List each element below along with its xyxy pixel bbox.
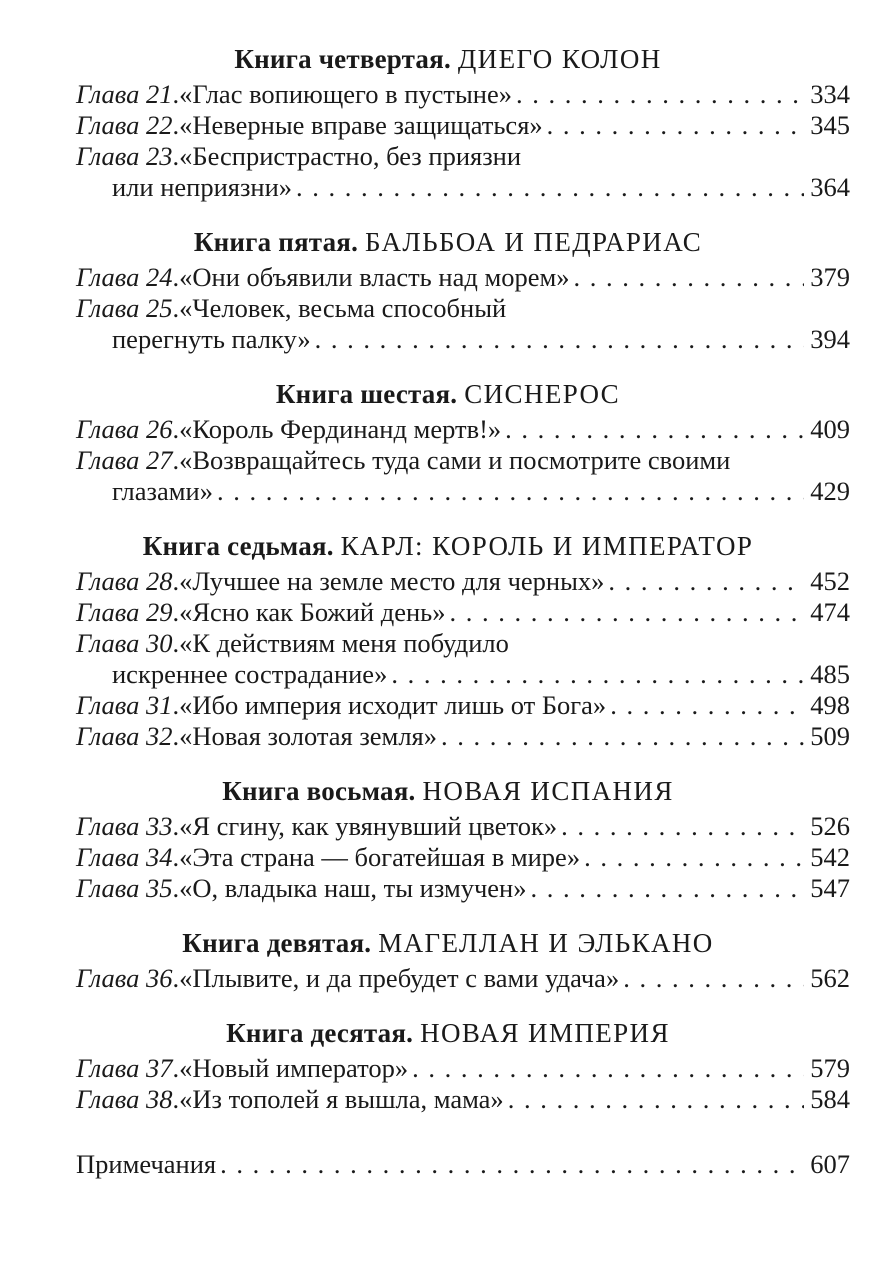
chapter-number: Глава 24 bbox=[76, 262, 173, 292]
page-number: 394 bbox=[810, 324, 850, 354]
dot-leader bbox=[296, 172, 804, 203]
chapter-title: «Я сгину, как увянувший цветок» bbox=[179, 811, 558, 841]
chapter-row: Глава 36 . «Плывите, и да пребудет с вами удача» . . . 562 bbox=[76, 963, 850, 994]
chapter-number: Глава 38 bbox=[76, 1084, 173, 1114]
chapter-list bbox=[76, 1053, 850, 1115]
dot-leader bbox=[574, 262, 805, 293]
book-label: Книга девятая. bbox=[182, 928, 372, 958]
chapter-row: Глава 35 . «О, владыка наш, ты измучен» . . . 547 bbox=[76, 873, 850, 904]
dot-leader bbox=[547, 110, 805, 141]
notes-row bbox=[76, 1149, 850, 1180]
chapter-entry[interactable] bbox=[76, 141, 850, 203]
book-heading bbox=[46, 926, 850, 960]
chapter-title: «К действиям меня побудило bbox=[179, 628, 509, 658]
chapter-title: «Новый император» bbox=[179, 1053, 409, 1083]
page-number: 498 bbox=[810, 690, 850, 720]
book-section bbox=[76, 225, 850, 355]
chapter-entry[interactable] bbox=[76, 963, 850, 994]
chapter-number: Глава 37 bbox=[76, 1053, 173, 1083]
book-heading bbox=[46, 42, 850, 76]
book-title: МАГЕЛЛАН И ЭЛЬКАНО bbox=[378, 928, 714, 958]
chapter-list bbox=[76, 963, 850, 994]
chapter-list bbox=[76, 414, 850, 507]
dot-leader bbox=[412, 1053, 804, 1084]
chapter-title: «Они объявили власть над морем» bbox=[179, 262, 570, 292]
dot-leader bbox=[449, 597, 804, 628]
notes-entry[interactable] bbox=[76, 1149, 850, 1180]
chapter-number: Глава 36 bbox=[76, 963, 173, 993]
chapter-continuation-row bbox=[76, 324, 850, 355]
book-label: Книга восьмая. bbox=[222, 776, 416, 806]
chapter-row: Глава 31 . «Ибо империя исходит лишь от Бога» . . . 498 bbox=[76, 690, 850, 721]
books-list bbox=[76, 42, 850, 1115]
chapter-entry[interactable] bbox=[76, 842, 850, 873]
chapter-entry[interactable] bbox=[76, 811, 850, 842]
chapter-entry[interactable] bbox=[76, 79, 850, 110]
chapter-number: Глава 30 bbox=[76, 628, 173, 658]
chapter-title: «Ибо империя исходит лишь от Бога» bbox=[179, 690, 607, 720]
chapter-list bbox=[76, 566, 850, 752]
chapter-number: Глава 32 bbox=[76, 721, 173, 751]
chapter-title: «Из тополей я вышла, мама» bbox=[179, 1084, 504, 1114]
page-number: 452 bbox=[810, 566, 850, 596]
dot-leader bbox=[610, 690, 804, 721]
chapter-number: Глава 34 bbox=[76, 842, 173, 872]
dot-leader bbox=[505, 414, 804, 445]
chapter-title: «Плывите, и да пребудет с вами удача» bbox=[179, 963, 620, 993]
chapter-number: Глава 25 bbox=[76, 293, 173, 323]
dot-leader bbox=[441, 721, 804, 752]
book-title: КАРЛ: КОРОЛЬ И ИМПЕРАТОР bbox=[340, 531, 754, 561]
book-label: Книга шестая. bbox=[275, 379, 458, 409]
page-number: 509 bbox=[810, 721, 850, 751]
chapter-number: Глава 26 bbox=[76, 414, 173, 444]
chapter-number: Глава 28 bbox=[76, 566, 173, 596]
chapter-title: «О, владыка наш, ты измучен» bbox=[179, 873, 527, 903]
book-heading bbox=[46, 1016, 850, 1050]
book-label: Книга пятая. bbox=[193, 227, 359, 257]
chapter-entry[interactable] bbox=[76, 566, 850, 597]
book-label: Книга седьмая. bbox=[142, 531, 334, 561]
chapter-row: Глава 32 . «Новая золотая земля» . . . 509 bbox=[76, 721, 850, 752]
chapter-title: «Беспристрастно, без приязни bbox=[179, 141, 522, 171]
book-label: Книга десятая. bbox=[226, 1018, 414, 1048]
dot-leader bbox=[561, 811, 804, 842]
page-number: 526 bbox=[810, 811, 850, 841]
chapter-row: Глава 28 . «Лучшее на земле место для черных» . . . 452 bbox=[76, 566, 850, 597]
chapter-title: глазами» bbox=[112, 476, 213, 506]
chapter-continuation-row bbox=[76, 476, 850, 507]
chapter-row: Глава 33 . «Я сгину, как увянувший цветок» . . . 526 bbox=[76, 811, 850, 842]
chapter-list bbox=[76, 262, 850, 355]
chapter-continuation-row bbox=[76, 659, 850, 690]
chapter-row: Глава 29 . «Ясно как Божий день» . . . 474 bbox=[76, 597, 850, 628]
chapter-title: «Глас вопиющего в пустыне» bbox=[179, 79, 512, 109]
chapter-entry[interactable] bbox=[76, 873, 850, 904]
chapter-title: «Ясно как Божий день» bbox=[179, 597, 446, 627]
chapter-title: «Новая золотая земля» bbox=[179, 721, 437, 751]
chapter-row: Глава 21 . «Глас вопиющего в пустыне» . . . 334 bbox=[76, 79, 850, 110]
chapter-row: Глава 23 . «Беспристрастно, без приязни bbox=[76, 141, 522, 171]
book-section bbox=[76, 377, 850, 507]
dot-leader bbox=[315, 324, 805, 355]
page-number: 409 bbox=[810, 414, 850, 444]
chapter-entry[interactable] bbox=[76, 445, 850, 507]
chapter-number: Глава 27 bbox=[76, 445, 173, 475]
chapter-title: «Король Фердинанд мертв!» bbox=[179, 414, 502, 444]
book-heading bbox=[46, 225, 850, 259]
chapter-number: Глава 31 bbox=[76, 690, 173, 720]
chapter-entry[interactable] bbox=[76, 628, 850, 690]
chapter-list bbox=[76, 79, 850, 203]
book-section bbox=[76, 1016, 850, 1115]
chapter-entry[interactable] bbox=[76, 597, 850, 628]
page-number: 429 bbox=[810, 476, 850, 506]
chapter-row: Глава 34 . «Эта страна — богатейшая в мире» . . . 542 bbox=[76, 842, 850, 873]
chapter-entry[interactable] bbox=[76, 293, 850, 355]
chapter-entry[interactable] bbox=[76, 1053, 850, 1084]
page-number: 485 bbox=[810, 659, 850, 689]
page-number: 379 bbox=[810, 262, 850, 292]
notes-label: Примечания bbox=[76, 1149, 217, 1179]
chapter-title: или неприязни» bbox=[112, 172, 293, 202]
book-title: НОВАЯ ИСПАНИЯ bbox=[422, 776, 674, 806]
chapter-row: Глава 26 . «Король Фердинанд мертв!» . . . 409 bbox=[76, 414, 850, 445]
chapter-title: перегнуть палку» bbox=[112, 324, 311, 354]
chapter-row: Глава 37 . «Новый император» . . . 579 bbox=[76, 1053, 850, 1084]
page-number: 607 bbox=[810, 1149, 850, 1179]
chapter-number: Глава 21 bbox=[76, 79, 173, 109]
book-heading bbox=[46, 529, 850, 563]
book-label: Книга четвертая. bbox=[234, 44, 451, 74]
page-number: 562 bbox=[810, 963, 850, 993]
book-title: СИСНЕРОС bbox=[464, 379, 621, 409]
chapter-title: «Эта страна — богатейшая в мире» bbox=[179, 842, 581, 872]
chapter-entry[interactable] bbox=[76, 1084, 850, 1115]
dot-leader bbox=[531, 873, 805, 904]
page-number: 474 bbox=[810, 597, 850, 627]
dot-leader bbox=[508, 1084, 805, 1115]
chapter-entry[interactable] bbox=[76, 262, 850, 293]
dot-leader bbox=[516, 79, 804, 110]
page-number: 547 bbox=[810, 873, 850, 903]
dot-leader bbox=[391, 659, 804, 690]
chapter-number: Глава 33 bbox=[76, 811, 173, 841]
chapter-row: Глава 38 . «Из тополей я вышла, мама» . . . 584 bbox=[76, 1084, 850, 1115]
page-number: 345 bbox=[810, 110, 850, 140]
chapter-row: Глава 22 . «Неверные вправе защищаться» . . . 345 bbox=[76, 110, 850, 141]
book-section bbox=[76, 774, 850, 904]
chapter-title: «Лучшее на земле место для черных» bbox=[179, 566, 605, 596]
page-number: 584 bbox=[810, 1084, 850, 1114]
chapter-continuation-row bbox=[76, 172, 850, 203]
chapter-title: «Возвращайтесь туда сами и посмотрите своими bbox=[179, 445, 731, 475]
page-number: 364 bbox=[810, 172, 850, 202]
chapter-title: «Человек, весьма способный bbox=[179, 293, 507, 323]
chapter-entry[interactable] bbox=[76, 721, 850, 752]
chapter-number: Глава 29 bbox=[76, 597, 173, 627]
dot-leader bbox=[220, 1149, 804, 1180]
book-section bbox=[76, 926, 850, 994]
chapter-row: Глава 24 . «Они объявили власть над морем» . . . 379 bbox=[76, 262, 850, 293]
chapter-list bbox=[76, 811, 850, 904]
book-heading bbox=[46, 774, 850, 808]
chapter-entry[interactable] bbox=[76, 690, 850, 721]
page-number: 334 bbox=[810, 79, 850, 109]
book-heading bbox=[46, 377, 850, 411]
book-title: БАЛЬБОА И ПЕДРАРИАС bbox=[364, 227, 703, 257]
chapter-number: Глава 22 bbox=[76, 110, 173, 140]
chapter-title: искреннее сострадание» bbox=[112, 659, 388, 689]
book-section bbox=[76, 42, 850, 203]
chapter-row: Глава 30 . «К действиям меня побудило bbox=[76, 628, 509, 658]
chapter-number: Глава 35 bbox=[76, 873, 173, 903]
page-number: 579 bbox=[810, 1053, 850, 1083]
chapter-row: Глава 27 . «Возвращайтесь туда сами и посмотрите своими bbox=[76, 445, 731, 475]
chapter-title: «Неверные вправе защищаться» bbox=[179, 110, 543, 140]
chapter-entry[interactable] bbox=[76, 414, 850, 445]
chapter-entry[interactable] bbox=[76, 110, 850, 141]
chapter-row: Глава 25 . «Человек, весьма способный bbox=[76, 293, 507, 323]
chapter-number: Глава 23 bbox=[76, 141, 173, 171]
dot-leader bbox=[584, 842, 804, 873]
dot-leader bbox=[608, 566, 804, 597]
book-title: НОВАЯ ИМПЕРИЯ bbox=[420, 1018, 670, 1048]
dot-leader bbox=[217, 476, 804, 507]
book-section bbox=[76, 529, 850, 752]
dot-leader bbox=[623, 963, 804, 994]
page-number: 542 bbox=[810, 842, 850, 872]
book-title: ДИЕГО КОЛОН bbox=[457, 44, 662, 74]
